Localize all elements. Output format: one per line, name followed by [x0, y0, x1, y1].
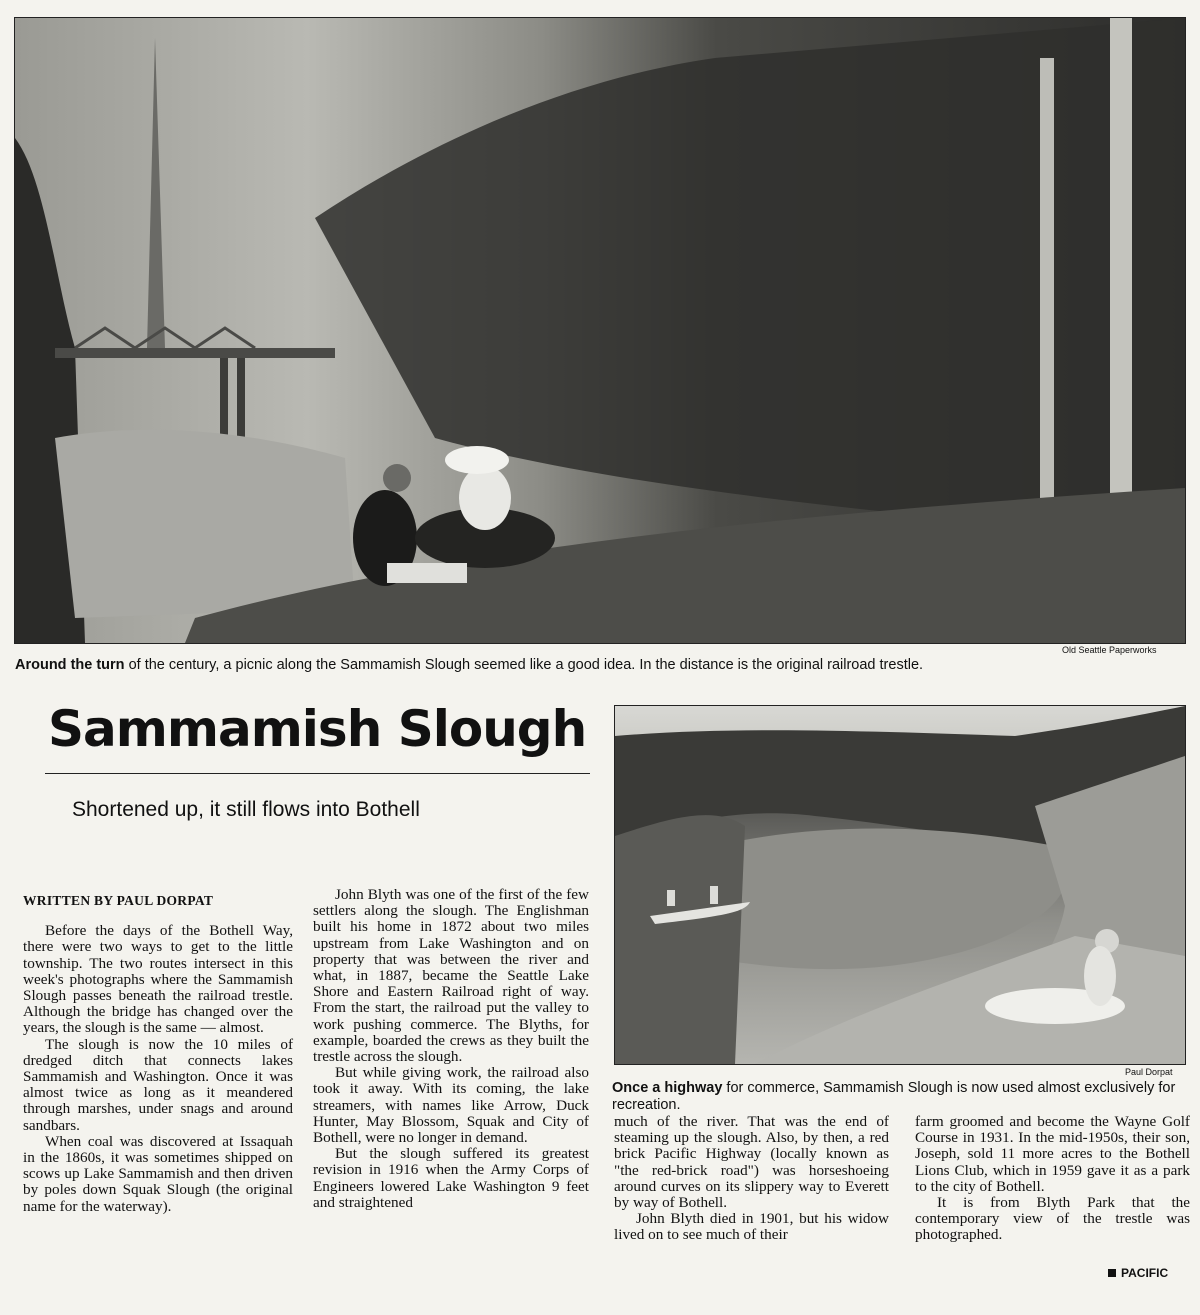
article-column-2 [313, 887, 589, 1211]
square-bullet-icon [1108, 1269, 1116, 1277]
caption-top [15, 657, 1190, 674]
section-name: PACIFIC [1121, 1266, 1169, 1280]
paragraph: When coal was discovered at Issaquah in the 1860s, it was sometimes shipped on scows up Lake Sammamish and then driven by poles down Squak Slough (the original name for the waterway). [23, 1132, 293, 1215]
paragraph: farm groomed and become the Wayne Golf Course in 1931. In the mid-1950s, their son, Joseph, sold 11 more acres to the Bothell Lions Club, which in 1959 gave it as a park to the city of Bothell. [915, 1113, 1190, 1195]
deck: Shortened up, it still flows into Bothell [72, 798, 420, 821]
paragraph: John Blyth died in 1901, but his widow lived on to see much of their [614, 1210, 889, 1244]
photo-credit-top: Old Seattle Paperworks [1062, 645, 1157, 655]
caption-top-lead: Around the turn [15, 657, 125, 673]
caption-right [612, 1080, 1192, 1114]
paragraph: Before the days of the Bothell Way, there were two ways to get to the little township. The two routes intersect in this week's photographs where the Sammamish Slough passes beneath the railroad trestle. Although the bridge has changed over the years, the slough is the same — almost. [23, 922, 293, 1037]
photo-slough-recreation [614, 705, 1186, 1065]
article-column-4 [915, 1114, 1190, 1244]
recreation-photo-illustration [615, 706, 1185, 1064]
headline-rule [45, 773, 590, 774]
article-column-3 [614, 1114, 889, 1244]
headline: Sammamish Slough [48, 700, 587, 758]
paragraph: The slough is now the 10 miles of dredged ditch that connects lakes Sammamish and Washington. Once it was almost twice as long as it meandered through marshes, under snags and around sandbars. [23, 1035, 293, 1134]
picnic-photo-illustration [15, 18, 1185, 643]
caption-right-text: for commerce, Sammamish Slough is now used almost exclusively for recreation. [612, 1080, 1176, 1113]
byline: WRITTEN BY PAUL DORPAT [23, 893, 214, 908]
paragraph: John Blyth was one of the first of the few settlers along the slough. The Englishman built his home in 1872 about two miles upstream from Lake Washington and on property that was between the river and what, in 1887, became the Seattle Lake Shore and Eastern Railroad right of way. From the start, the railroad put the valley to work pushing commerce. The Blyths, for example, boarded the crews as they built the trestle across the slough. [313, 886, 589, 1066]
photo-credit-right: Paul Dorpat [1125, 1067, 1173, 1077]
caption-right-lead: Once a highway [612, 1080, 723, 1096]
paragraph: But while giving work, the railroad also took it away. With its coming, the lake streamers, with names like Arrow, Duck Hunter, May Blossom, Squak and City of Bothell, were no longer in demand. [313, 1064, 589, 1147]
section-tag [1108, 1266, 1168, 1280]
paragraph: But the slough suffered its greatest revision in 1916 when the Army Corps of Engineers lowered Lake Washington 9 feet and straightened [313, 1145, 589, 1211]
photo-picnic-trestle [14, 17, 1186, 644]
paragraph: It is from Blyth Park that the contemporary view of the trestle was photographed. [915, 1194, 1190, 1244]
article-column-1 [23, 893, 293, 1215]
paragraph: much of the river. That was the end of steaming up the slough. Also, by then, a red brick Pacific Highway (locally known as "the red-brick road") was horseshoeing around curves on its slippery way to Everett by way of Bothell. [614, 1113, 889, 1212]
caption-top-text: of the century, a picnic along the Sammamish Slough seemed like a good idea. In the distance is the original railroad trestle. [124, 657, 924, 673]
